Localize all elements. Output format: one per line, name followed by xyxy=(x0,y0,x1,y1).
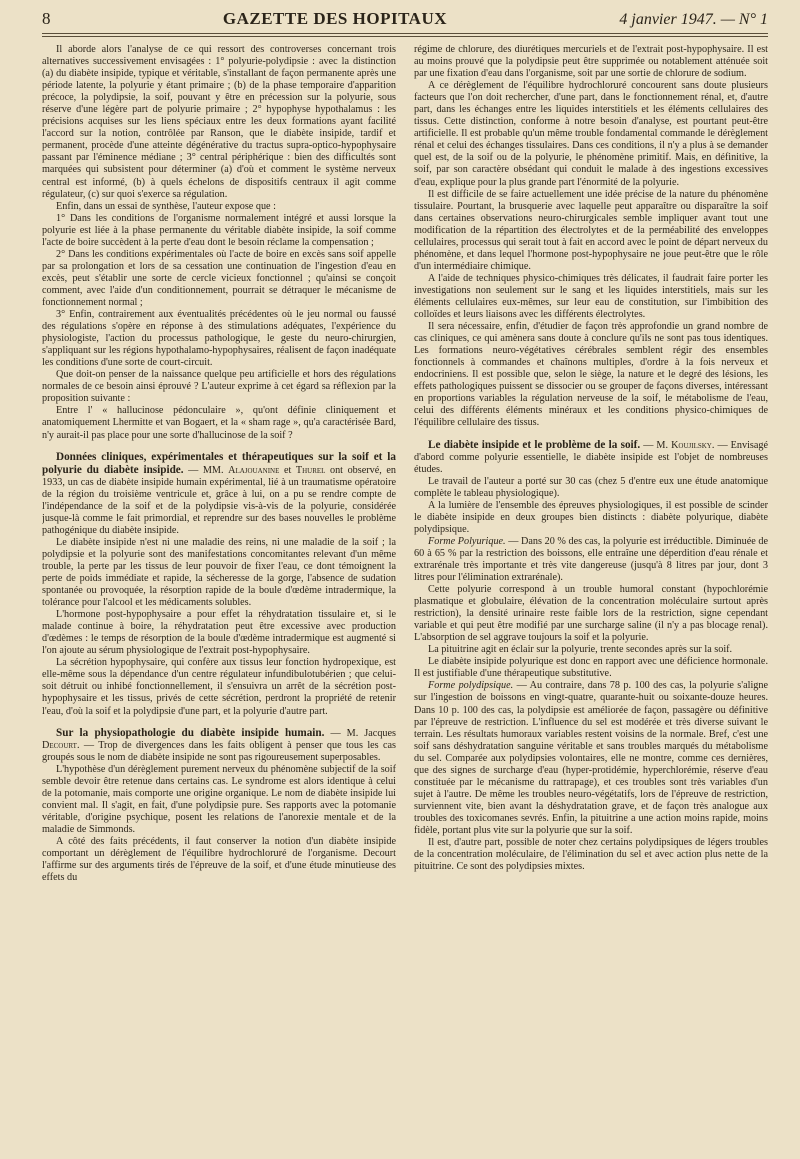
text-run: — M. Jacques xyxy=(324,727,396,739)
paragraph: A côté des faits précédents, il faut conserver la notion d'un diabète insipide comportant un dérèglement de l'équilibre hydrochloruré de l'organisme. Decourt l'affirme sur des arguments tirés de l'épreuve de la soif, et d'une étude minutieuse des effets du xyxy=(42,836,396,884)
section-title: Données cliniques, expérimentales et thérapeutiques sur la soif et la polyurie du diabète insipide. xyxy=(42,450,396,476)
paragraph: A ce dérèglement de l'équilibre hydrochloruré concourent sans doute plusieurs facteurs que l'on doit rechercher, d'une part, dans le fonctionnement rénal, et, d'autre part, dans les échanges entre les liquides interstitiels et les éléments cellulaires des tissus. Cette distinction, conforme à notre besoin d'analyse, est pourtant peut-être artificielle. Il est probable qu'un même trouble fondamental commande le dérèglement rénal et celui des échanges tissulaires. Dans ces conditions, il n'y a plus à se demander quel est, de la soif ou de la polyurie, le phénomène primitif. Mais, en définitive, la soif, par son caractère obsédant qui conduit le malade à des ingestions excessives d'eau, explique pour la plus grande part l'énormité de la polyurie. xyxy=(414,80,768,188)
paragraph: A la lumière de l'ensemble des épreuves physiologiques, il est possible de scinder le diabète insipide en deux groupes bien distincts : diabète polyurique, diabète polydipsique. xyxy=(414,499,768,535)
section-heading-paragraph xyxy=(42,451,396,537)
section-heading-paragraph xyxy=(42,727,396,764)
author-name: Alajouanine xyxy=(228,464,280,476)
paragraph xyxy=(414,536,768,584)
text-run: ont observé, en 1933, un cas de diabète insipide humain expérimental, lié à un traumatisme opératoire de la région du troisième ventricule et, grâce à lui, on a pu se rendre compte de l'indépendance de la soif et de la polydipsie vis-à-vis de la polyurie, considérée jusque-là comme le fait primordial, et reprendre sur des bases nouvelles le problème pathogénique du diabète insipide. xyxy=(42,464,396,536)
issue-date: 4 janvier 1947. — N° 1 xyxy=(619,11,768,28)
paragraph: 1° Dans les conditions de l'organisme normalement intégré et aussi lorsque la polyurie est liée à la phase permanente du véritable diabète insipide, la soif comme l'acte de boire succèdent à la perte d'eau dont le besoin réclame la compensation ; xyxy=(42,212,396,248)
running-header xyxy=(42,0,768,34)
text-run: — Au contraire, dans 78 p. 100 des cas, la polyurie s'aligne sur l'ingestion de boissons en vingt-quatre, quarante-huit ou soixante-douze heures. Dans 10 p. 100 des cas, la polydipsie est améliorée de façon, passagère ou définitive par l'épreuve de restriction. L'influence du sel est modérée et très diverse suivant le terrain. Les résultats humoraux variables restent voisins de la normale. Bref, c'est une soif sans déshydratation sanguine véritable et sans troubles marqués du métabolisme du sel. Comparée aux polydipsies volontaires, elle ne montre, comme ces dernières, que des signes de surcharge d'eau (hyper-protidémie, hyperchlorémie, réserve d'eau constituée par le mécanisme du rattrapage), et ces troubles sont très variables d'un sujet à l'autre. De même les troubles neuro-végétatifs, lors de l'épreuve de restriction, surviennent vite, bien avant la déshydratation grave, et de façon très analogue aux troubles des toxicomanes sevrés. Enfin, la pituitrine a une action moins rapide, moins fidèle, portant plus vite sur la polyurie que sur la soif. xyxy=(414,680,768,836)
journal-title: GAZETTE DES HOPITAUX xyxy=(222,9,447,28)
paragraph: La sécrétion hypophysaire, qui confère aux tissus leur fonction hydropexique, est elle-même sous la dépendance d'un centre régulateur infundibulotubérien ; que celui-soit détruit ou inhibé fonctionnellement, il s'ensuivra un arrêt de la sécrétion post-hypophysaire et les tissus, privés de cette sécrétion, perdront la propriété de retenir l'eau, d'où la soif et la polydipsie d'une part, et la polyurie d'autre part. xyxy=(42,657,396,717)
author-name: Koujilsky xyxy=(671,439,712,451)
paragraph: Le diabète insipide n'est ni une maladie des reins, ni une maladie de la soif ; la polydipsie et la polyurie sont des manifestations concomitantes relevant d'un même trouble, la perte par les tissus de leur pouvoir de fixer l'eau, ce dont témoignent la perte de poids immédiate et rapide, la sécheresse de la gorge, l'absence de sudation spontanée ou provoquée, la résorption rapide de la boule d'œdème intradermique, la tolérance pour l'alcool et les médicaments solubles. xyxy=(42,536,396,609)
paragraph: régime de chlorure, des diurétiques mercuriels et de l'extrait post-hypophysaire. Il est au moins prouvé que la polydipsie peut être supprimée ou notablement atténuée soit par une fixation d'eau dans l'organisme, soit par une sortie de chlorure de sodium. xyxy=(414,44,768,80)
paragraph: Il sera nécessaire, enfin, d'étudier de façon très approfondie un grand nombre de cas cliniques, ce qui amènera sans doute à conclure qu'ils ne sont pas tous identiques. Les formations neuro-végétatives cérébrales semblent régir des ensembles fonctionnels à commandes et chaînons multiples, d'ordre à la fois nerveux et endocriniens. Il est possible que, selon le siège, la nature et le degré des lésions, les effets pathologiques puissent se dissocier ou se grouper de façons diverses, intéressant en proportions variables la régulation nerveuse de la soif, le métabolisme de l'eau, celui des différents éléments minéraux et les conditions physico-chimiques de l'équilibre cellulaire des tissus. xyxy=(414,321,768,429)
paragraph: Cette polyurie correspond à un trouble humoral constant (hypochlorémie plasmatique et globulaire, élévation de la concentration moléculaire surtout après restriction), la densité urinaire reste faible lors de la restriction, signe cependant variable et qui peut être modifié par une surcharge saline (il n'y a pas blocage renal). L'absorption de sel aggrave toujours la soif et la polyurie. xyxy=(414,584,768,644)
paragraph: 2° Dans les conditions expérimentales où l'acte de boire en excès sans soif appelle par sa prolongation et lors de sa cessation une continuation de l'ingestion d'eau en excès, peut s'établir une sorte de cercle vicieux fonctionnel ; qu'ainsi se conçoit comment, avec l'aide d'un conditionnement, pourrait se détraquer le mécanisme de fonctionnement normal ; xyxy=(42,248,396,308)
text-run: — M. xyxy=(640,439,672,451)
paragraph: L'hypothèse d'un dérèglement purement nerveux du phénomène subjectif de la soif semble devoir être retenue dans certains cas. Le syndrome est alors identique à celui de la potomanie, mais comporte une origine organique. Le nom de diabète insipide lui convient mal. Il s'agit, en fait, d'une polydipsie pure. Ses rapports avec la potomanie véritable, d'origine psychique, posent les relations de l'anorexie mentale et de la maladie de Simmonds. xyxy=(42,763,396,835)
left-column xyxy=(42,44,396,1151)
paragraph: A l'aide de techniques physico-chimiques très délicates, il faudrait faire porter les investigations non seulement sur le sang et les liquides interstitiels, mais sur les éléments cellulaires eux-mêmes, sur leur eau de constitution, sur l'imbibition des colloïdes et leurs liaisons avec les différents électrolytes. xyxy=(414,272,768,321)
author-name: Thurel xyxy=(295,464,326,476)
text-run: et xyxy=(279,464,296,476)
paragraph: Que doit-on penser de la naissance quelque peu artificielle et hors des régulations normales de ce besoin ainsi éprouvé ? L'auteur exprime à cet égard sa réflexion par la proposition suivante : xyxy=(42,369,396,405)
paragraph: Le diabète insipide polyurique est donc en rapport avec une déficience hormonale. Il est justifiable d'une thérapeutique substitutive. xyxy=(414,656,768,680)
paragraph: 3° Enfin, contrairement aux éventualités précédentes où le jeu normal ou faussé des régulations s'opère en réponse à des stimulations adéquates, l'expérience du physiologiste, l'action du processus pathologique, le geste du neuro-chirurgien, s'appliquant sur les régions hypothalamo-hypophysaires, réalisent de façon inadéquate les conditions d'une sorte de court-circuit. xyxy=(42,309,396,369)
section-heading-paragraph xyxy=(414,439,768,476)
paragraph: Entre l' « hallucinose pédonculaire », qu'ont définie cliniquement et anatomiquement Lhermitte et van Bogaert, et la « sham rage », qu'a caractérisée Bard, n'y aurait-il pas place pour une sorte d'hallucinose de la soif ? xyxy=(42,405,396,441)
paragraph: La pituitrine agit en éclair sur la polyurie, trente secondes après sur la soif. xyxy=(428,644,733,656)
paragraph: Il est, d'autre part, possible de noter chez certains polydipsiques de légers troubles de la concentration moléculaire, de l'élimination du sel et avec action plus nette de la pituitrine. Ce sont des polydipsies mixtes. xyxy=(414,837,768,873)
page-number: 8 xyxy=(42,9,51,28)
text-run: . — Trop de divergences dans les faits obligent à penser que tous les cas groupés sous le nom de diabète insipide ne sont pas rigoureusement superposables. xyxy=(42,739,396,763)
subheading-label: Forme polydipsique. xyxy=(428,680,514,692)
text-run: . — Envisagé d'abord comme polyurie essentielle, le diabète insipide est l'objet de nombreuses études. xyxy=(414,439,768,475)
author-name: Decourt xyxy=(42,739,77,751)
section-title: Sur la physiopathologie du diabète insipide humain. xyxy=(56,726,325,739)
text-run: — Dans 20 % des cas, la polyurie est irréductible. Diminuée de 60 à 65 % par la restriction des boissons, elle entraîne une déperdition d'eau rénale et extrarénale très importante et très vite dangereuse (jusqu'à 8 litres par jour, dont 3 litres pour l'élimination extrarénale). xyxy=(414,535,768,584)
paragraph: Enfin, dans un essai de synthèse, l'auteur expose que : xyxy=(56,200,276,212)
section-title: Le diabète insipide et le problème de la soif. xyxy=(428,438,641,451)
right-column xyxy=(414,44,768,1151)
paragraph xyxy=(414,680,768,837)
subheading-label: Forme Polyurique. xyxy=(428,535,506,547)
text-run: — MM. xyxy=(183,464,229,476)
paragraph: Le travail de l'auteur a porté sur 30 cas (chez 5 d'entre eux une étude anatomique complète le tableau physiologique). xyxy=(414,475,768,499)
paragraph: L'hormone post-hypophysaire a pour effet la réhydratation tissulaire et, si le malade continue à boire, la réhydratation peut être excessive avec production d'œdèmes : le temps de résorption de la boule d'œdème intradermique est augmenté si l'on ajoute au sérum physiologique de l'extrait post-hypophysaire. xyxy=(42,609,396,657)
paragraph: Il est difficile de se faire actuellement une idée précise de la nature du phénomène tissulaire. Pourtant, la brusquerie avec laquelle peut apparaître ou disparaître la soif dans certaines observations neuro-chirurgicales semble impliquer avant tout une modification de la répartition des électrolytes et de la perméabilité des enveloppes cellulaires, processus qui serait tout à fait en accord avec le point de départ nerveux du phénomène, et dans lequel l'hormone post-hypophysaire ne joue peut-être que le rôle d'un intermédiaire chimique. xyxy=(414,188,768,272)
text-columns xyxy=(42,44,768,1151)
paragraph: Il aborde alors l'analyse de ce qui ressort des controverses concernant trois alternatives successivement envisagées : 1° polyurie-polydipsie : avec la distinction (a) du diabète insipide, typique et véritable, s'installant de façon permanente après une période latente, la polyurie y étant primaire ; (b) de la phase temporaire d'apparition précoce, la polydipsie, la soif, pouvant y être en précession sur la polyurie, sous réserve d'une légère part de polyurie primaire ; 2° hypophyse hypothalamus : les précisions acquises sur les liens spéciaux entre les deux formations ayant facilité l'accord sur la notion, contrôlée par Ranson, que le diabète insipide, tardif et permanent, procède d'une atteinte dégénérative du tractus supra-optico-hypophysaire passant par l'éminence médiane ; 3° central périphérique : bien des difficultés sont marquées qui subsistent pour déterminer (a) d'où et comment le système nerveux central est informé, (b) à quels échelons de dispositifs centraux il agit comme régulateur, (c) sur quoi s'exerce sa régulation. xyxy=(42,44,396,200)
